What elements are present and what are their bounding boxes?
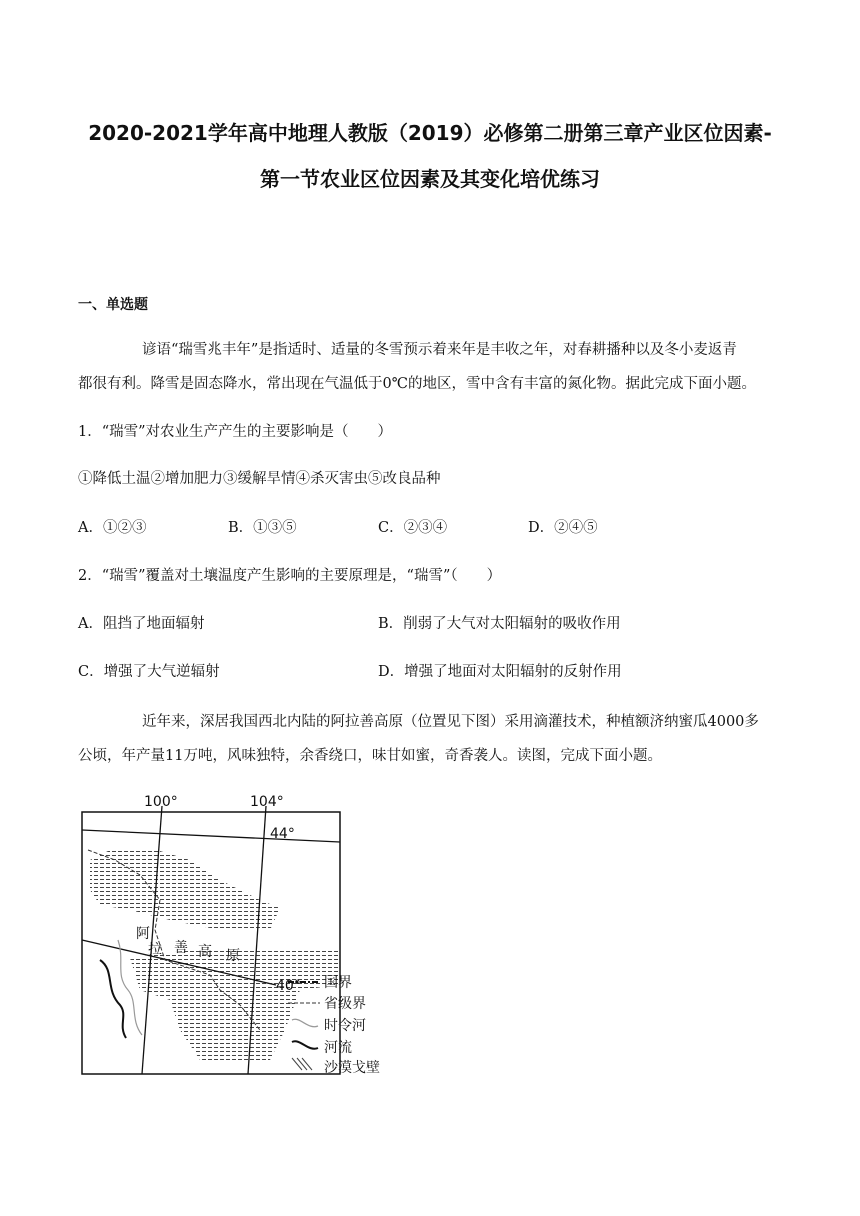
label-lat-40: 40° bbox=[276, 978, 301, 994]
legend-seasonal-river-symbol bbox=[292, 1019, 318, 1026]
place-char-5: 原 bbox=[226, 948, 240, 964]
q2-option-b: B．削弱了大气对太阳辐射的吸收作用 bbox=[378, 616, 621, 632]
question-2-stem: 2．“瑞雪”覆盖对土壤温度产生影响的主要原理是，“瑞雪”（ ） bbox=[78, 568, 502, 584]
legend-river: 河流 bbox=[324, 1040, 352, 1056]
q1-option-c: C．②③④ bbox=[378, 520, 448, 536]
desert-area-south bbox=[130, 948, 340, 1060]
passage1-line1: 谚语“瑞雪兆丰年”是指适时、适量的冬雪预示着来年是丰收之年，对春耕播种以及冬小麦返青 bbox=[142, 342, 737, 358]
place-char-2: 拉 bbox=[148, 942, 162, 958]
legend-national-border: 国界 bbox=[324, 975, 352, 991]
legend-desert: 沙漠戈壁 bbox=[324, 1060, 380, 1076]
seasonal-river bbox=[118, 940, 142, 1035]
question-1-stem: 1．“瑞雪”对农业生产产生的主要影响是（ ） bbox=[78, 424, 393, 440]
question-1-items: ①降低土温②增加肥力③缓解旱情④杀灭害虫⑤改良品种 bbox=[78, 471, 441, 487]
section-heading: 一、单选题 bbox=[78, 297, 148, 313]
legend-river-symbol bbox=[292, 1041, 318, 1048]
label-lon-104: 104° bbox=[250, 794, 284, 810]
passage2-line1: 近年来，深居我国西北内陆的阿拉善高原（位置见下图）采用滴灌技术，种植额济纳蜜瓜4000多 bbox=[142, 714, 759, 730]
place-char-3: 善 bbox=[174, 940, 188, 956]
label-lon-100: 100° bbox=[144, 794, 178, 810]
passage1-line2: 都很有利。降雪是固态降水，常出现在气温低于0℃的地区，雪中含有丰富的氮化物。据此完成下面小题。 bbox=[78, 376, 756, 392]
parallel-44 bbox=[82, 830, 340, 842]
passage2-line2: 公顷，年产量11万吨，风味独特，余香绕口，味甘如蜜，奇香袭人。读图，完成下面小题。 bbox=[78, 748, 662, 764]
label-lat-44: 44° bbox=[270, 826, 295, 842]
q2-option-c: C．增强了大气逆辐射 bbox=[78, 664, 220, 680]
legend-desert-symbol bbox=[292, 1058, 312, 1070]
q1-option-b: B．①③⑤ bbox=[228, 520, 297, 536]
place-char-4: 高 bbox=[198, 944, 212, 960]
q2-option-a: A．阻挡了地面辐射 bbox=[78, 616, 205, 632]
q1-option-a: A．①②③ bbox=[78, 520, 147, 536]
river bbox=[100, 960, 126, 1038]
legend-seasonal-river: 时令河 bbox=[324, 1018, 366, 1034]
place-char-1: 阿 bbox=[136, 926, 150, 942]
q1-option-d: D．②④⑤ bbox=[528, 520, 598, 536]
q2-option-d: D．增强了地面对太阳辐射的反射作用 bbox=[378, 664, 622, 680]
alxa-plateau-map bbox=[70, 790, 410, 1090]
desert-area-north bbox=[90, 848, 280, 930]
legend-province-border: 省级界 bbox=[324, 996, 366, 1012]
document-title-line-1: 2020-2021学年高中地理人教版（2019）必修第二册第三章产业区位因素- bbox=[88, 121, 772, 145]
document-title-line-2: 第一节农业区位因素及其变化培优练习 bbox=[260, 167, 600, 191]
